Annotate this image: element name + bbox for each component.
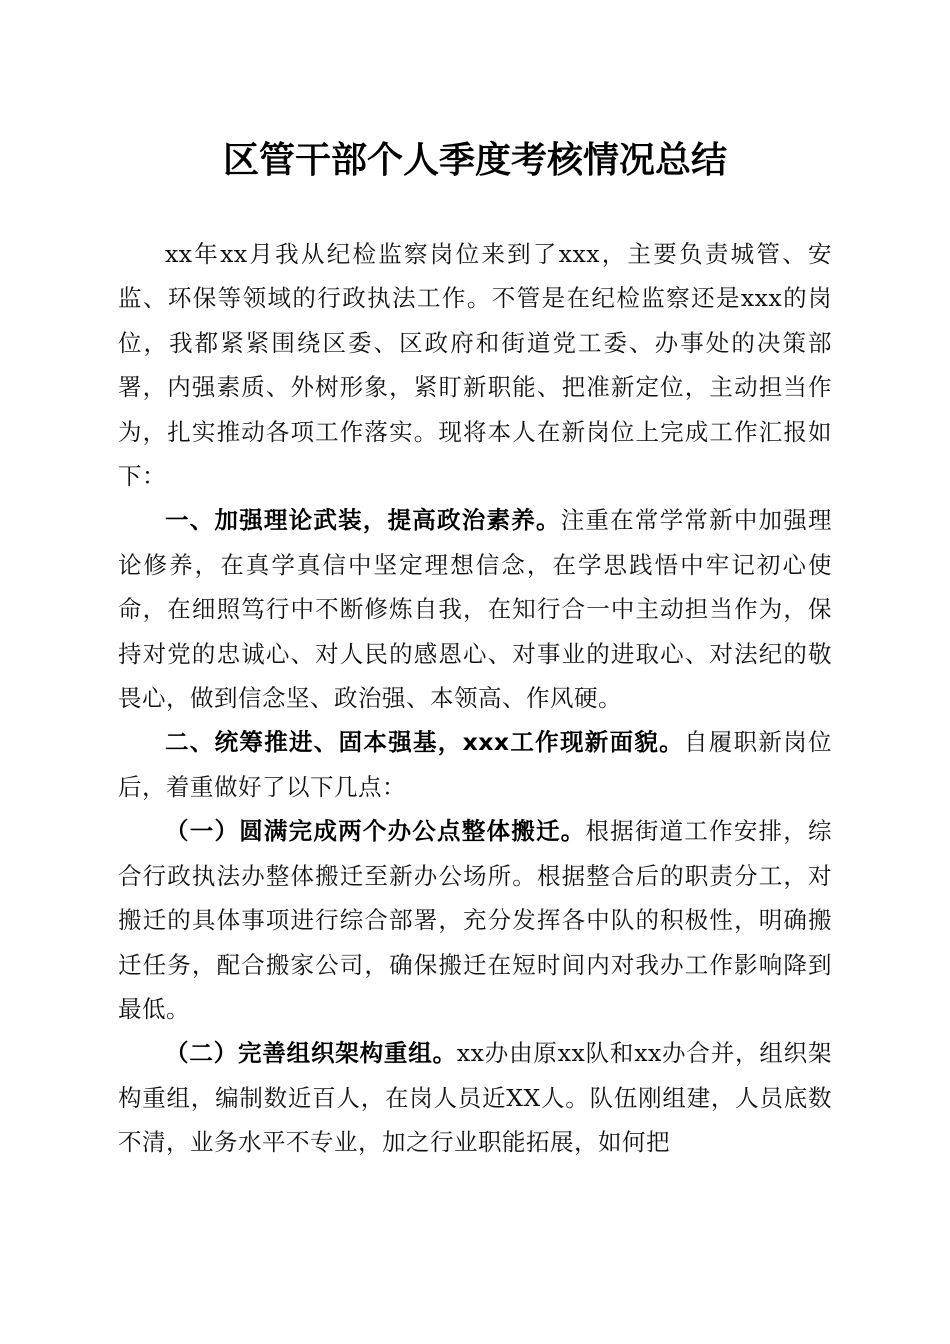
section-1-heading: 一、加强理论武装，提高政治素养。 xyxy=(165,506,561,535)
subsection-2-text: xx办由原xx队和xx办合并，组织架构重组，编制数近百人，在岗人员近XX人。队伍刚组建，人员底数不清，业务水平不专业，加之行业职能拓展，如何把 xyxy=(118,1039,833,1157)
section-1-text: 注重在常学常新中加强理论修养，在真学真信中坚定理想信念，在学思践悟中牢记初心使命，在细照笃行中不断修炼自我，在知行合一中主动担当作为，保持对党的忠诚心、对人民的感恩心、对事业的进取心、对法纪的敬畏心，做到信念坚、政治强、本领高、作风硬。 xyxy=(118,506,833,713)
section-2-heading: 二、统筹推进、固本强基，xxx工作现新面貌。 xyxy=(165,728,684,757)
document-body xyxy=(118,232,832,1165)
paragraph-section-2 xyxy=(118,720,832,809)
subsection-1-heading: （一）圆满完成两个办公点整体搬迁。 xyxy=(165,817,586,846)
paragraph-subsection-1 xyxy=(118,809,832,1031)
paragraph-section-1 xyxy=(118,498,832,720)
paragraph-subsection-2 xyxy=(118,1031,832,1164)
paragraph-intro-text: xx年xx月我从纪检监察岗位来到了xxx，主要负责城管、安监、环保等领域的行政执法工作。不管是在纪检监察还是xxx的岗位，我都紧紧围绕区委、区政府和街道党工委、办事处的决策部署，内强素质、外树形象，紧盯新职能、把准新定位，主动担当作为，扎实推动各项工作落实。现将本人在新岗位上完成工作汇报如下： xyxy=(118,240,832,491)
document-title: 区管干部个人季度考核情况总结 xyxy=(222,139,727,181)
paragraph-intro xyxy=(118,232,832,498)
section-2-text: 自履职新岗位后，着重做好了以下几点： xyxy=(118,728,833,801)
subsection-1-text: 根据街道工作安排，综合行政执法办整体搬迁至新办公场所。根据整合后的职责分工，对搬迁的具体事项进行综合部署，充分发挥各中队的积极性，明确搬迁任务，配合搬家公司，确保搬迁在短时间内对我办工作影响降到最低。 xyxy=(118,817,833,1023)
subsection-2-heading: （二）完善组织架构重组。 xyxy=(165,1039,457,1068)
